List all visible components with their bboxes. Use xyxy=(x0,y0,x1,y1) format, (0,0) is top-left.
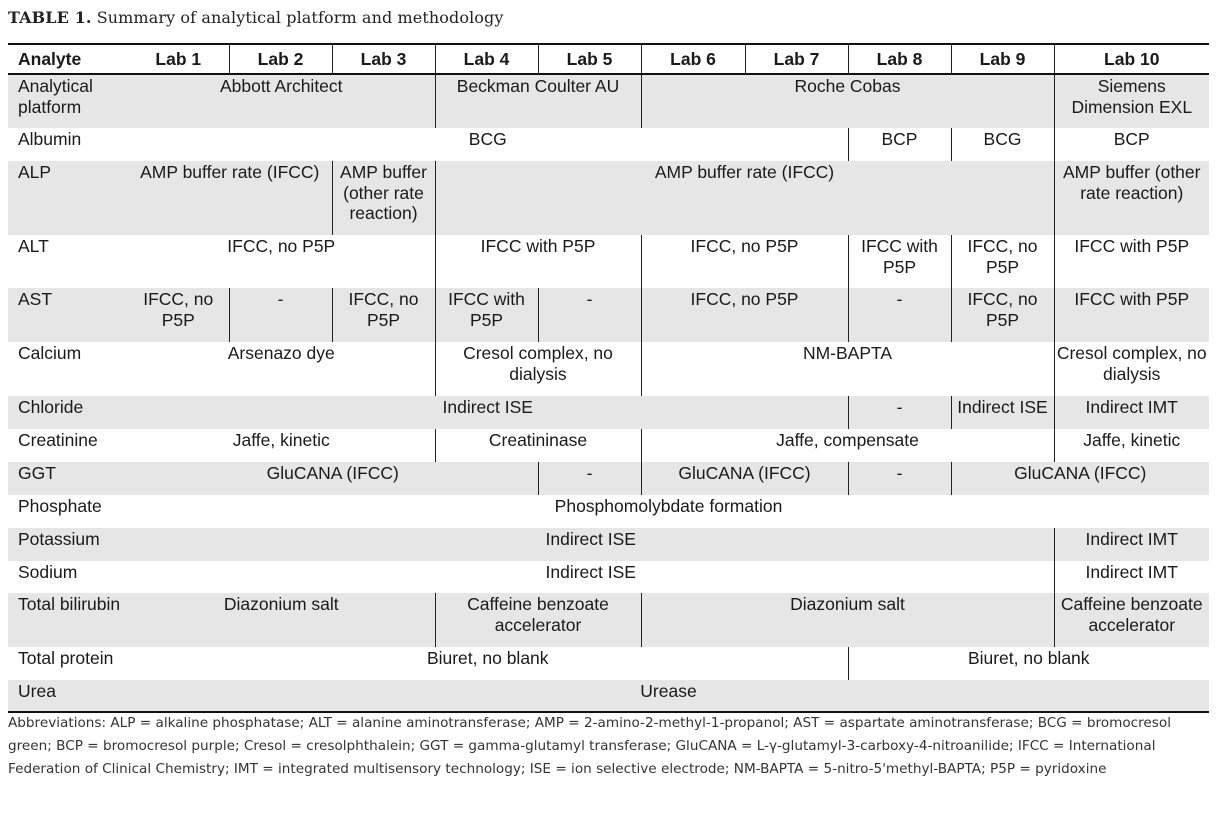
table-cell: - xyxy=(229,288,332,342)
header-row xyxy=(8,44,1209,74)
table-cell: IFCC, no P5P xyxy=(227,236,336,256)
table-cell: Indirect IMT xyxy=(1054,396,1209,429)
table-caption xyxy=(8,8,504,27)
table-cell: Biuret, no blank xyxy=(848,647,1209,680)
table-cell: Beckman Coulter AU xyxy=(435,74,641,128)
analyte-name: Chloride xyxy=(8,396,128,429)
table-cell: IFCC with P5P xyxy=(435,288,538,342)
table-row-alt xyxy=(8,235,1209,288)
header-lab-8: Lab 8 xyxy=(848,44,951,74)
header-lab-9: Lab 9 xyxy=(951,44,1054,74)
table-cell: Diazonium salt xyxy=(128,593,435,647)
header-lab-1: Lab 1 xyxy=(128,44,229,74)
table-cell: Indirect ISE xyxy=(545,562,636,582)
table-cell: BCP xyxy=(848,128,951,161)
table-row-protein xyxy=(8,647,1209,680)
table-cell: BCG xyxy=(951,128,1054,161)
table-row-phosphate xyxy=(8,495,1209,528)
header-lab-4: Lab 4 xyxy=(435,44,538,74)
table-row-calcium xyxy=(8,342,1209,396)
table-row-platform xyxy=(8,74,1209,128)
analyte-name: Urea xyxy=(8,680,128,712)
table-cell: Roche Cobas xyxy=(641,74,1054,128)
analyte-name: ALT xyxy=(18,236,49,256)
table-cell: IFCC, no P5P xyxy=(951,288,1054,342)
table-row-alp xyxy=(8,161,1209,235)
table-cell: Jaffe, kinetic xyxy=(1054,429,1209,462)
analyte-name: Sodium xyxy=(18,562,78,582)
analyte-name: GGT xyxy=(8,462,128,495)
table-cell: IFCC, no P5P xyxy=(332,288,435,342)
analyte-name: AST xyxy=(8,288,128,342)
table-caption-text: Summary of analytical platform and methodology xyxy=(96,8,504,27)
table-cell: Indirect IMT xyxy=(1054,561,1209,593)
table-cell: IFCC with P5P xyxy=(1054,235,1209,288)
table-cell: AMP buffer (other rate reaction) xyxy=(1054,161,1209,235)
table-cell: Arsenazo dye xyxy=(227,343,335,363)
table-cell: - xyxy=(848,462,951,495)
methodology-table xyxy=(8,43,1209,713)
table-cell: IFCC, no P5P xyxy=(128,288,229,342)
table-cell: GluCANA (IFCC) xyxy=(641,462,848,495)
header-lab-3: Lab 3 xyxy=(332,44,435,74)
table-cell: Indirect ISE xyxy=(128,528,1054,561)
table-cell: IFCC, no P5P xyxy=(951,235,1054,288)
table-row-ast xyxy=(8,288,1209,342)
table-row-chloride xyxy=(8,396,1209,429)
table-cell: IFCC, no P5P xyxy=(641,235,848,288)
table-row-bilirubin xyxy=(8,593,1209,647)
analyte-name: Albumin xyxy=(18,129,82,149)
table-cell: - xyxy=(848,288,951,342)
header-lab-7: Lab 7 xyxy=(745,44,848,74)
abbreviations-footnote: Abbreviations: ALP = alkaline phosphatase; ALT = alanine aminotransferase; AMP = 2-amino-2-methyl-1-propanol; AST = aspartate aminotransferase; BCG = bromocresol green; BCP = bromocresol purple; Cresol = cresolphthalein; GGT = gamma-glutamyl transferase; GluCANA = L-γ-glutamyl-3-carboxy-4-nitroanilide; IFCC = International Federation of Clinical Chemistry; IMT = integrated multisensory technology; ISE = ion selective electrode; NM-BAPTA = 5-nitro-5'methyl-BAPTA; P5P = pyridoxine xyxy=(8,715,1171,777)
table-row-ggt xyxy=(8,462,1209,495)
table-cell: IFCC, no P5P xyxy=(641,288,848,342)
table-caption-label: TABLE 1. xyxy=(8,8,92,27)
table-cell: GluCANA (IFCC) xyxy=(951,462,1209,495)
table-cell: AMP buffer rate (IFCC) xyxy=(128,161,332,235)
table-row-creatinine xyxy=(8,429,1209,462)
table-row-urea xyxy=(8,680,1209,712)
header-analyte: Analyte xyxy=(8,44,128,74)
table-cell: Caffeine benzoate accelerator xyxy=(435,593,641,647)
analyte-name: Analytical platform xyxy=(8,74,128,128)
analyte-name: Calcium xyxy=(18,343,82,363)
table-cell: BCP xyxy=(1054,128,1209,161)
analyte-name: Creatinine xyxy=(18,430,98,450)
header-lab-6: Lab 6 xyxy=(641,44,745,74)
table-row-potassium xyxy=(8,528,1209,561)
table-cell: GluCANA (IFCC) xyxy=(128,462,538,495)
table-cell: Abbott Architect xyxy=(128,74,435,128)
table-cell: Biuret, no blank xyxy=(426,648,549,668)
table-cell: Jaffe, kinetic xyxy=(232,430,330,450)
table-cell: Phosphomolybdate formation xyxy=(554,496,783,516)
table-cell: Creatininase xyxy=(435,429,641,462)
analyte-name: Total protein xyxy=(18,648,114,668)
table-cell: AMP buffer rate (IFCC) xyxy=(435,161,1054,235)
table-cell: Cresol complex, no dialysis xyxy=(1054,342,1209,396)
table-cell: Indirect ISE xyxy=(128,396,848,429)
table-cell: IFCC with P5P xyxy=(435,235,641,288)
header-lab-5: Lab 5 xyxy=(538,44,641,74)
table-cell: BCG xyxy=(468,129,507,149)
table-cell: Siemens Dimension EXL xyxy=(1054,74,1209,128)
table-cell: Jaffe, compensate xyxy=(641,429,1054,462)
table-cell: Cresol complex, no dialysis xyxy=(435,342,641,396)
table-cell: Urease xyxy=(128,680,1209,712)
table-row-sodium xyxy=(8,561,1209,593)
table-cell: IFCC with P5P xyxy=(1054,288,1209,342)
table-cell: AMP buffer (other rate reaction) xyxy=(332,161,435,235)
table-cell: Indirect IMT xyxy=(1054,528,1209,561)
analyte-name: Potassium xyxy=(8,528,128,561)
table-cell: Caffeine benzoate accelerator xyxy=(1054,593,1209,647)
analyte-name: Phosphate xyxy=(18,496,102,516)
table-cell: - xyxy=(848,396,951,429)
analyte-name: ALP xyxy=(8,161,128,235)
table-cell: IFCC with P5P xyxy=(848,235,951,288)
table-cell: NM-BAPTA xyxy=(641,342,1054,396)
header-lab-2: Lab 2 xyxy=(229,44,332,74)
table-cell: Indirect ISE xyxy=(951,396,1054,429)
table-cell: Diazonium salt xyxy=(641,593,1054,647)
header-lab-10: Lab 10 xyxy=(1054,44,1209,74)
table-cell: - xyxy=(538,462,641,495)
table-cell: - xyxy=(538,288,641,342)
table-row-albumin xyxy=(8,128,1209,161)
analyte-name: Total bilirubin xyxy=(8,593,128,647)
